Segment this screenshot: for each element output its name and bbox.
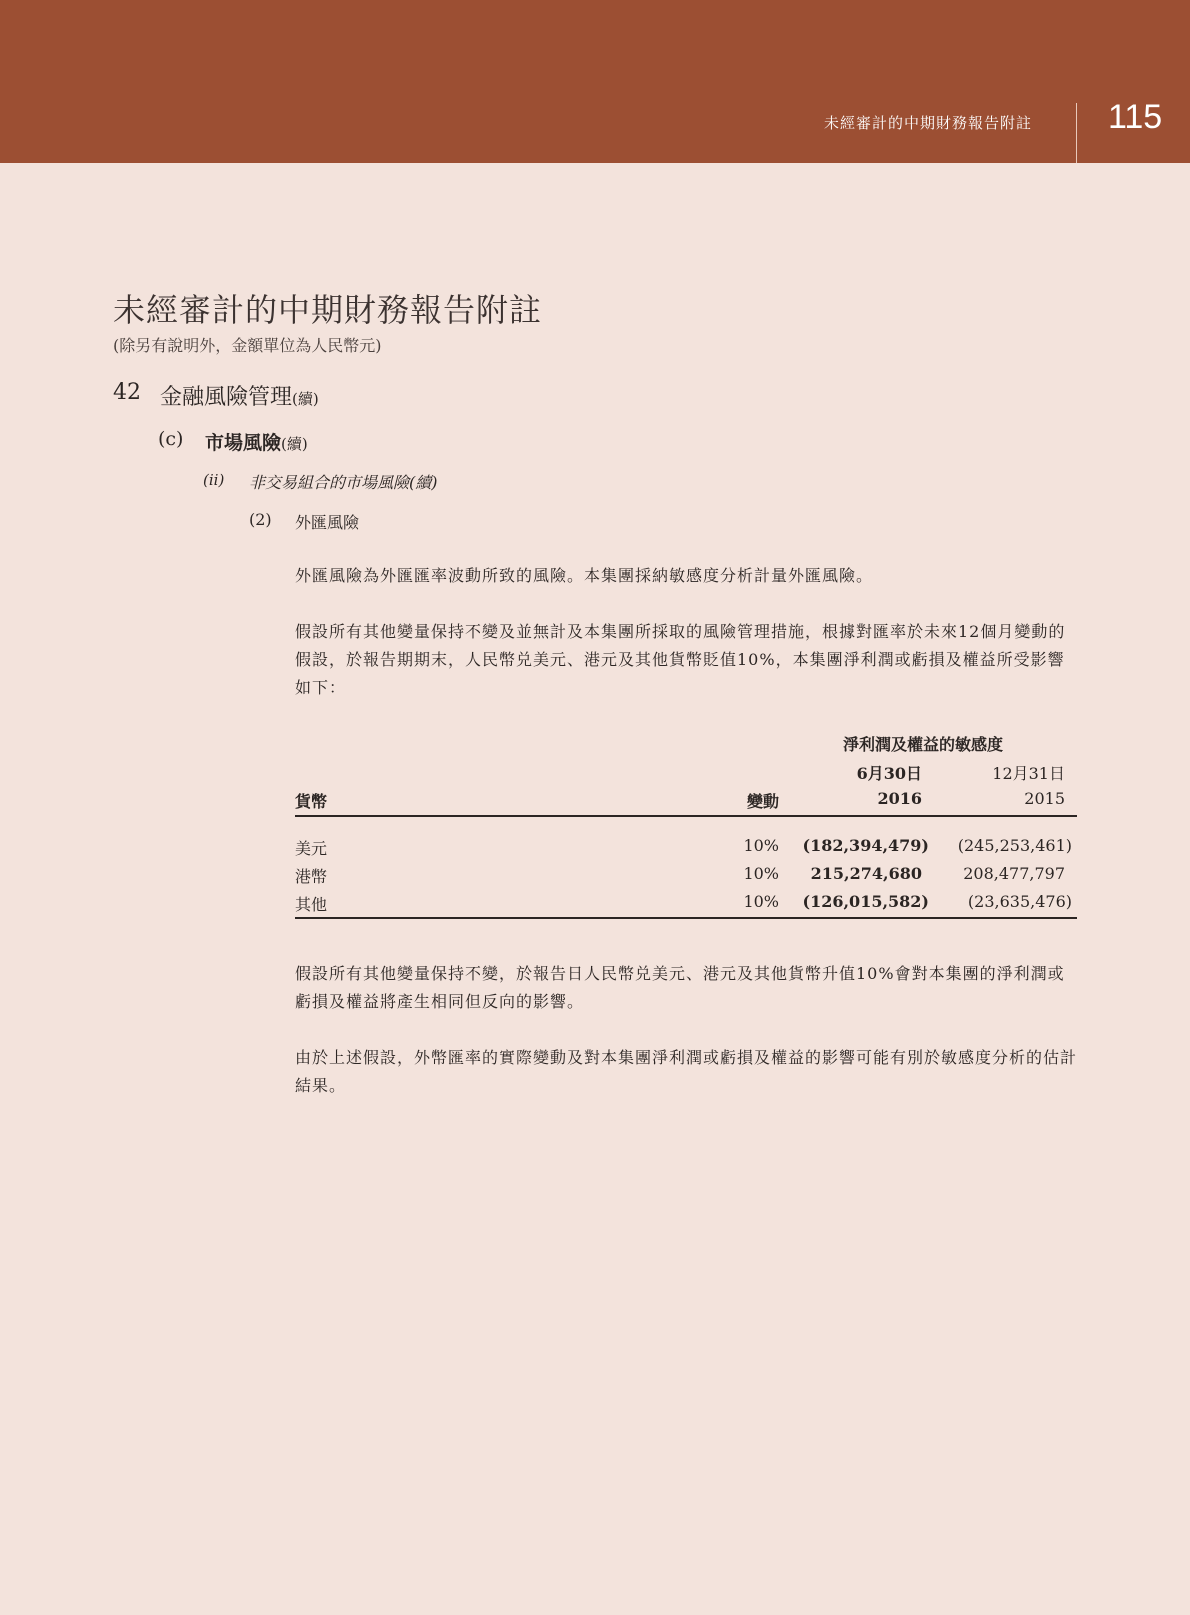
table-col-2016-year: 2016 — [877, 789, 922, 808]
table-row-change: 10% — [743, 836, 779, 855]
table-col-currency: 貨幣 — [295, 792, 328, 811]
paragraph-3: 假設所有其他變量保持不變，於報告日人民幣兑美元、港元及其他貨幣升值10%會對本集團的淨利潤或虧損及權益將產生相同但反向的影響。 — [295, 964, 1065, 1011]
table-row-change: 10% — [743, 864, 779, 883]
subsection-c-continued: (續) — [281, 435, 308, 453]
table-row-currency: 美元 — [295, 839, 328, 858]
table-row-change: 10% — [743, 892, 779, 911]
subsection-c-heading — [205, 428, 308, 455]
table-row-2016: (182,394,479) — [802, 836, 929, 855]
table-col-2016-date: 6月30日 — [856, 764, 922, 783]
section-continued: (續) — [292, 390, 319, 408]
page-subtitle: (除另有說明外，金額單位為人民幣元) — [113, 336, 382, 355]
page-title: 未經審計的中期財務報告附註 — [113, 291, 543, 329]
table-row-2015: (23,635,476) — [967, 892, 1072, 911]
table-row-currency: 其他 — [295, 895, 328, 914]
table-row-currency: 港幣 — [295, 867, 328, 886]
subsection-c-title: 市場風險 — [205, 432, 282, 454]
item-2-label: (2) — [249, 510, 272, 529]
running-title: 未經審計的中期財務報告附註 — [823, 114, 1032, 132]
table-row-2015: (245,253,461) — [957, 836, 1072, 855]
subsection-ii-title: 非交易組合的市場風險(續) — [249, 473, 438, 492]
table-row-2016: 215,274,680 — [810, 864, 922, 883]
table-row-2015: 208,477,797 — [963, 864, 1065, 883]
table-col-2015-date: 12月31日 — [992, 764, 1065, 783]
section-title: 金融風險管理 — [160, 385, 293, 410]
table-col-change: 變動 — [746, 792, 779, 811]
item-2-title: 外匯風險 — [295, 513, 360, 532]
subsection-ii-label: (ii) — [203, 471, 225, 489]
subsection-c-label: (c) — [158, 428, 184, 450]
table-row-2016: (126,015,582) — [802, 892, 929, 911]
table-group-header: 淨利潤及權益的敏感度 — [843, 735, 1004, 754]
paragraph-1: 外匯風險為外匯匯率波動所致的風險。本集團採納敏感度分析計量外匯風險。 — [295, 566, 874, 585]
section-number: 42 — [113, 380, 141, 405]
paragraph-4: 由於上述假設，外幣匯率的實際變動及對本集團淨利潤或虧損及權益的影響可能有別於敏感度分析的估計結果。 — [295, 1048, 1078, 1095]
page-number: 115 — [1108, 98, 1163, 136]
table-header-rule — [295, 815, 1077, 817]
section-heading — [160, 380, 319, 411]
table-col-2015-year: 2015 — [1024, 789, 1065, 808]
header-band — [0, 0, 1190, 163]
paragraph-2: 假設所有其他變量保持不變及並無計及本集團所採取的風險管理措施，根據對匯率於未來12個月變動的假設，於報告期期末，人民幣兑美元、港元及其他貨幣貶值10%，本集團淨利潤或虧損及權益所受影響如下： — [295, 622, 1066, 697]
table-bottom-rule — [295, 917, 1077, 919]
header-divider — [1076, 103, 1077, 163]
